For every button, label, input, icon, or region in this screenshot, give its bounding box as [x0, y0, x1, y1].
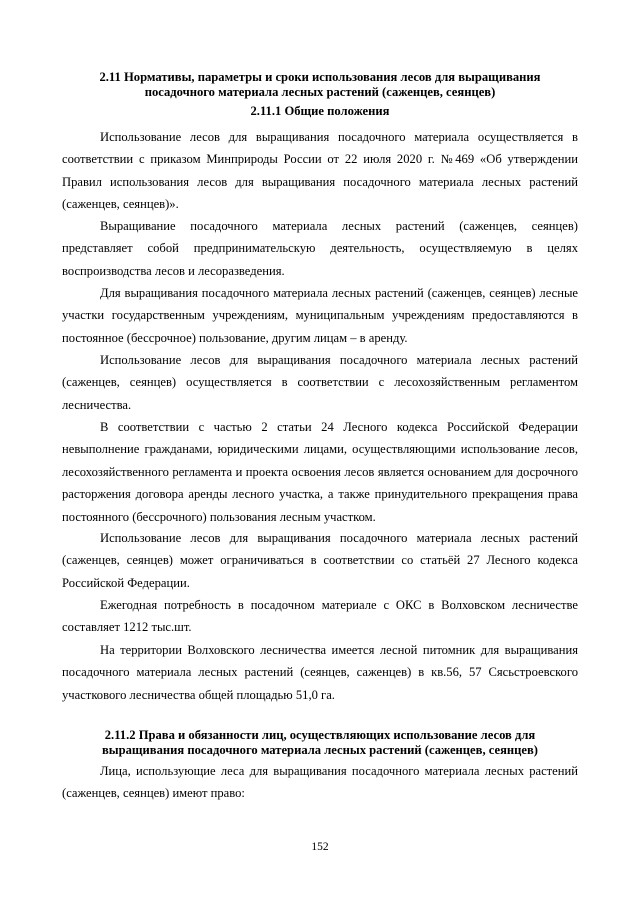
paragraph: В соответствии с частью 2 статьи 24 Лесного кодекса Российской Федерации невыполнение гражданами, юридическими лицами, осуществляющими использование лесов, лесохозяйственного регламента и проекта освоения лесов является основанием для досрочного расторжения договора аренды лесного участка, а также принудительного прекращения права постоянного (бессрочного) пользования лесным участком.	[62, 420, 578, 524]
paragraph: Использование лесов для выращивания посадочного материала лесных растений (саженцев, сеянцев) осуществляется в соответствии с лесохозяйственным регламентом лесничества.	[62, 353, 578, 412]
subsection-title: 2.11.1 Общие положения	[250, 104, 390, 118]
paragraph: Для выращивания посадочного материала лесных растений (саженцев, сеянцев) лесные участки государственным учреждениям, муниципальным учреждениям предоставляются в постоянное (бессрочное) пользование, другим лицам – в аренду.	[62, 286, 578, 345]
section-title	[62, 728, 578, 757]
paragraph: Выращивание посадочного материала лесных растений (саженцев, сеянцев) представляет собой предпринимательскую деятельность, осуществляемую в целях воспроизводства лесов и лесоразведения.	[62, 219, 578, 278]
page-number: 152	[311, 841, 329, 853]
paragraph: Использование лесов для выращивания посадочного материала осуществляется в соответствии с приказом Минприроды России от 22 июля 2020 г. №469 «Об утверждении Правил использования лесов для выращивания посадочного материала лесных растений (саженцев, сеянцев)».	[62, 130, 578, 212]
section-title-line-1: 2.11.2 Права и обязанности лиц, осуществляющих использование лесов для	[104, 728, 536, 742]
section-title	[62, 70, 578, 99]
section-title-line-2: выращивания посадочного материала лесных растений (саженцев, сеянцев)	[101, 742, 538, 757]
section-title-line-1: 2.11 Нормативы, параметры и сроки использования лесов для выращивания	[99, 70, 541, 84]
paragraph: Использование лесов для выращивания посадочного материала лесных растений (саженцев, сеянцев) может ограничиваться в соответствии со статьёй 27 Лесного кодекса Российской Федерации.	[62, 531, 578, 590]
paragraph: Лица, использующие леса для выращивания посадочного материала лесных растений (саженцев, сеянцев) имеют право:	[62, 764, 578, 801]
paragraph: Ежегодная потребность в посадочном материале с ОКС в Волховском лесничестве составляет 1212 тыс.шт.	[62, 598, 578, 635]
paragraph: На территории Волховского лесничества имеется лесной питомник для выращивания посадочного материала лесных растений (сеянцев, саженцев) в кв.56, 57 Сясьстроевского участкового лесничества общей площадью 51,0 га.	[62, 643, 578, 702]
section-title-line-2: посадочного материала лесных растений (саженцев, сеянцев)	[144, 84, 496, 99]
